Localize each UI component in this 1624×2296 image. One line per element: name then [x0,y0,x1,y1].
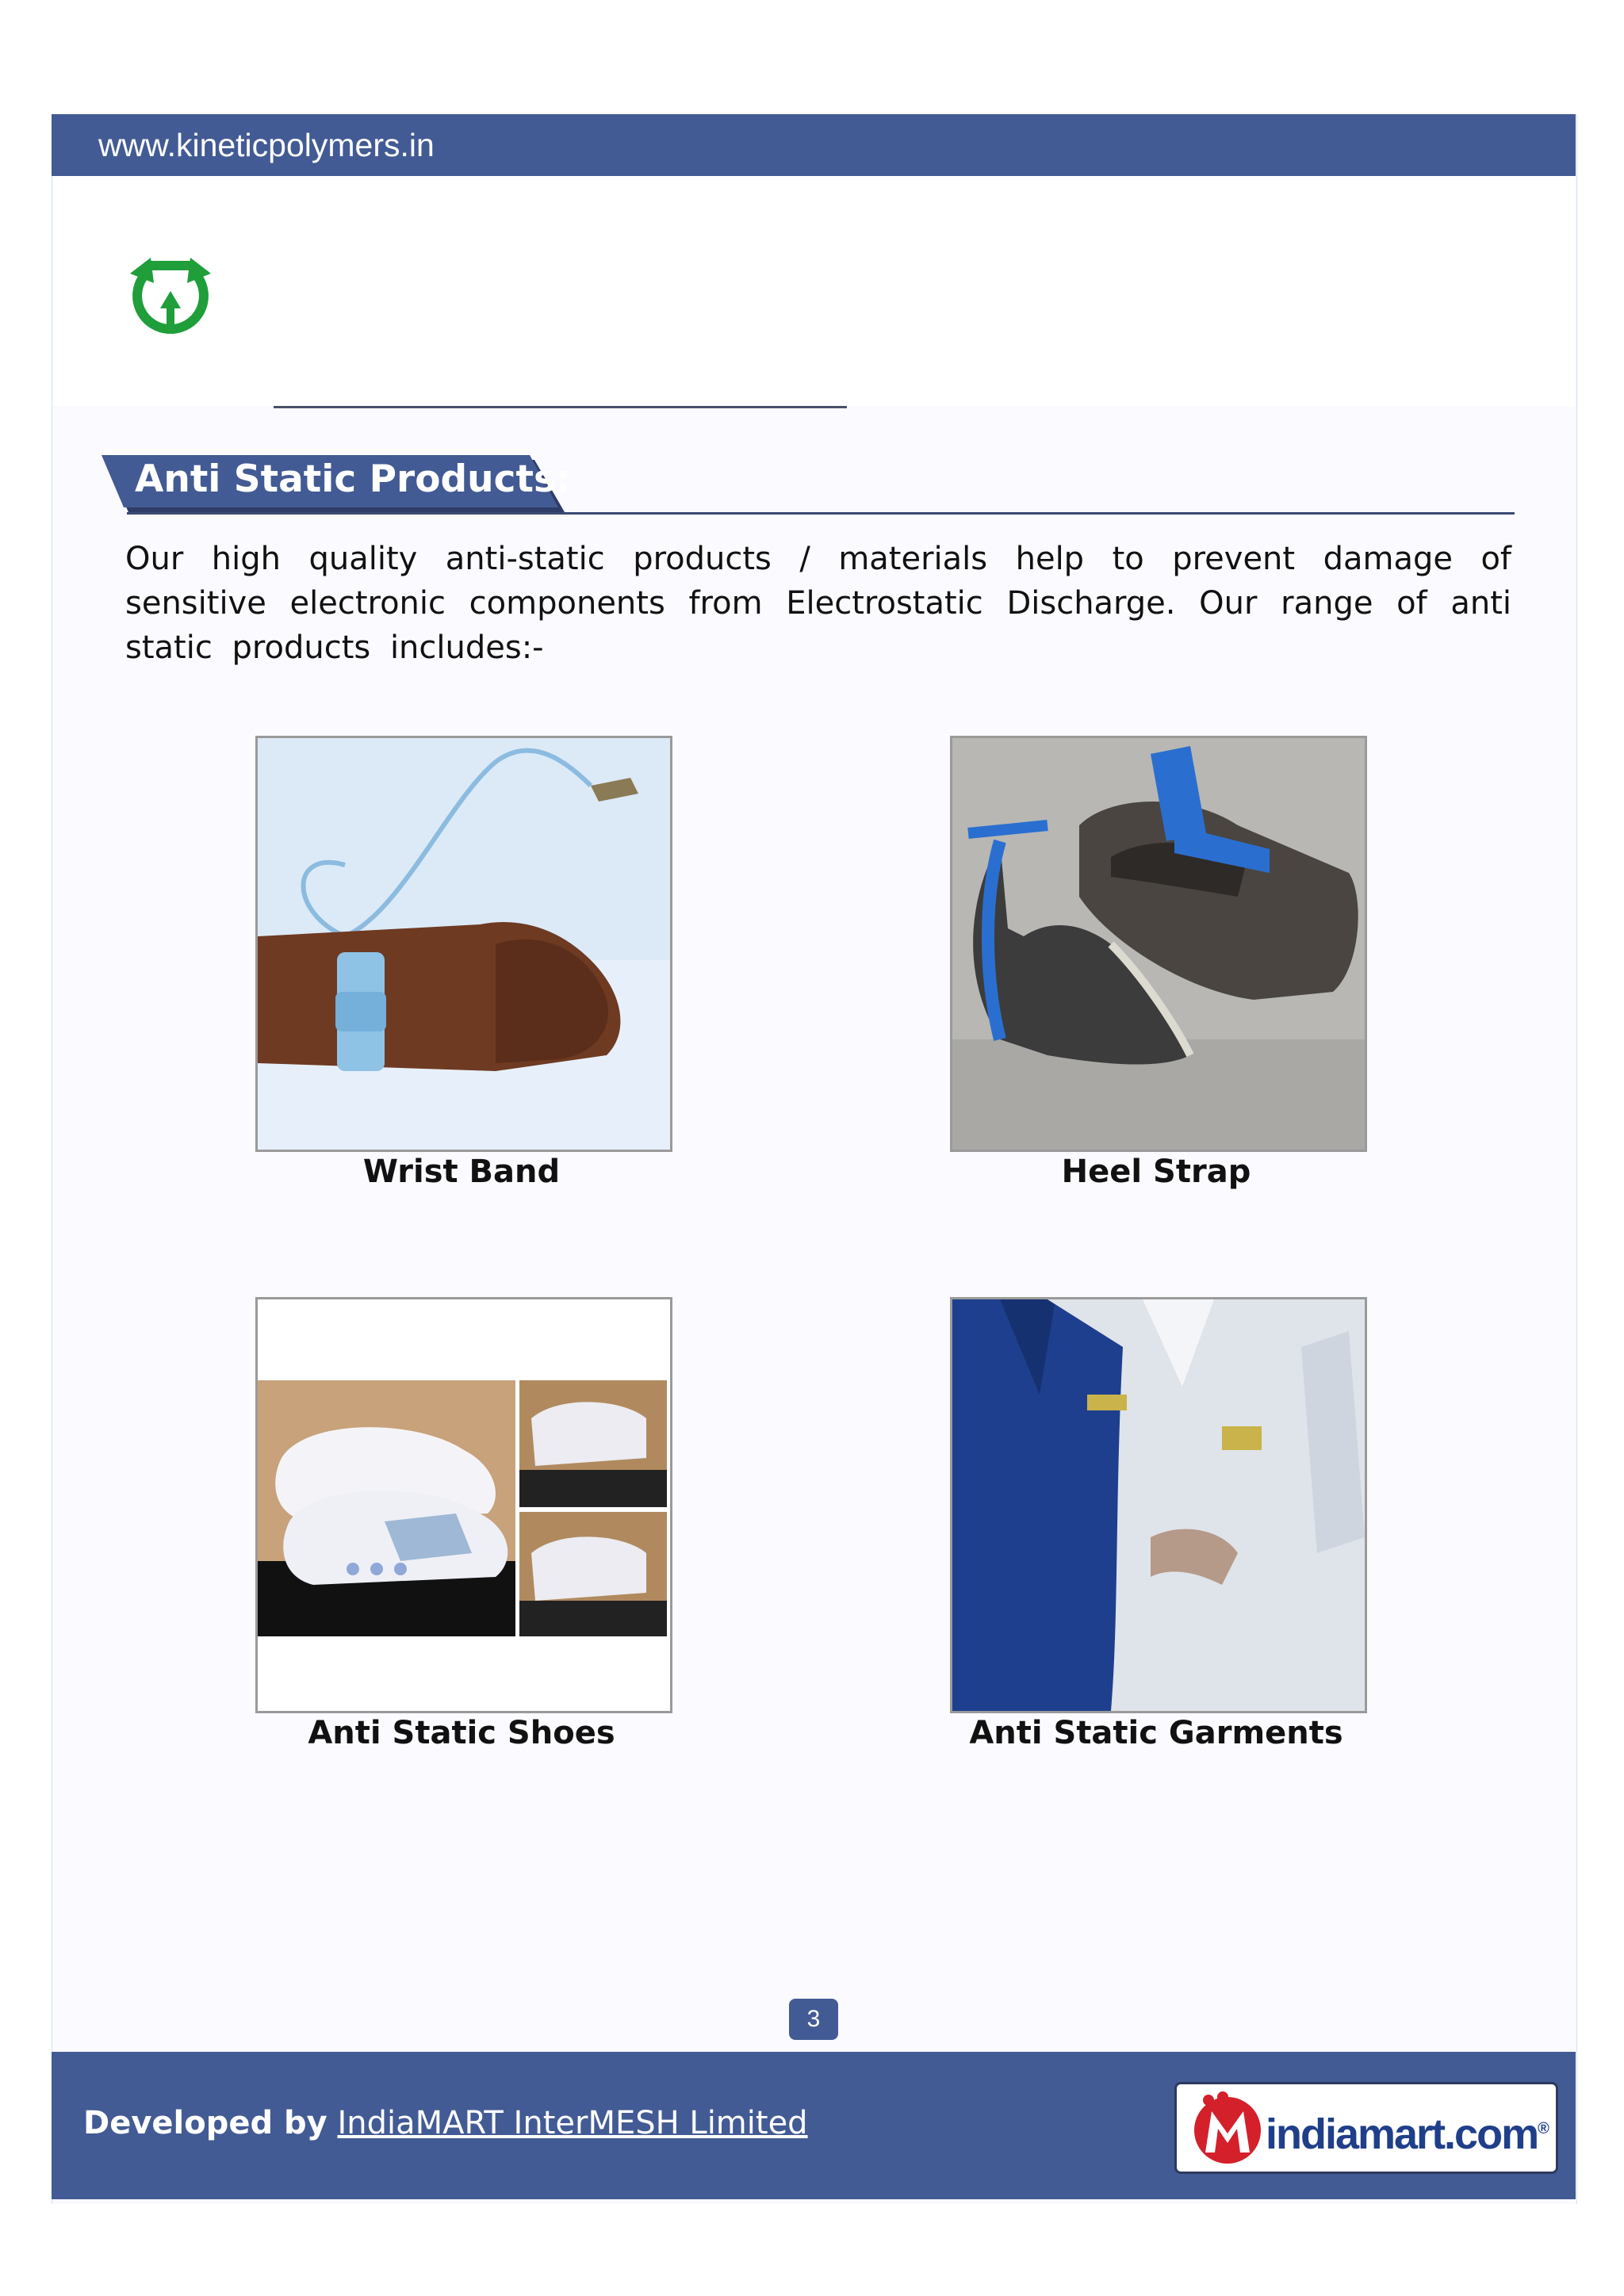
website-url[interactable]: www.kineticpolymers.in [98,127,435,163]
indiamart-link[interactable]: IndiaMART InterMESH Limited [337,2105,808,2141]
logo-divider [274,406,847,408]
intro-paragraph: Our high quality anti-static products / materials help to prevent damage of sensitive electronic components from Electrostatic Discharge. Our range of anti static products includes:- [125,541,1511,666]
indiamart-badge[interactable] [1174,2082,1558,2174]
product-caption: Anti Static Shoes [308,1715,615,1751]
footer-bar [52,2052,1576,2199]
esd-logo-icon [119,242,222,345]
logo-band [52,176,1575,406]
anti-static-garments-photo-icon[interactable] [950,1297,1367,1713]
header-bar [52,114,1576,176]
product-caption: Heel Strap [1061,1154,1251,1190]
product-caption: Anti Static Garments [969,1715,1343,1751]
section-title: Anti Static Products: [135,457,571,501]
footer-credit [83,2101,808,2145]
page-number-badge: 3 [789,1999,838,2040]
indiamart-badge-text: indiamart.com® [1266,2110,1548,2158]
section-divider [127,512,1515,515]
developed-by-label: Developed by [83,2105,327,2141]
wrist-band-photo-icon[interactable] [255,736,672,1152]
product-caption: Wrist Band [362,1154,561,1190]
anti-static-shoes-photo-icon[interactable] [255,1297,672,1713]
heel-strap-photo-icon[interactable] [950,736,1367,1152]
indiamart-logo-icon [1188,2091,1267,2165]
